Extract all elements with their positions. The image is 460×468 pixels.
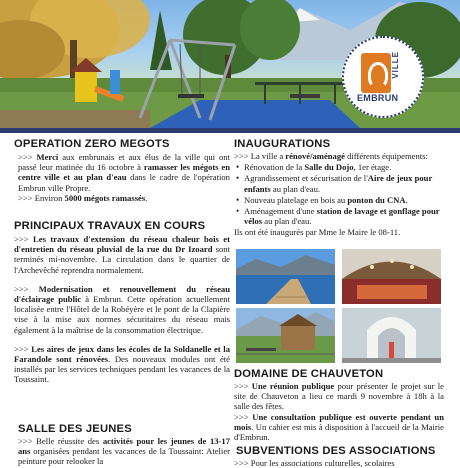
pontoon-photo xyxy=(236,249,335,304)
subventions-section xyxy=(234,458,444,468)
embrun-logo-icon xyxy=(361,53,391,93)
header-photo xyxy=(0,0,460,128)
inaugurations-list xyxy=(234,162,444,226)
megots-paragraph-1: >>> Merci aux embrunais et aux élus de la ville qui ont passé leur matinée du 16 octobre à ramasser les mégots en centre ville et au plan d'eau dans le cadre de l'opération Embrun ville Propre. xyxy=(18,152,231,193)
travaux-paragraph-2: >>> Modernisation et renouvellement du réseau d'éclairage public à Embrun. Cette opération actuellement localisée entre l'Hôtel de la Robéyère et le pont de la Clapière vise à la mise aux normes sécuritaires du réseau mais également à la maîtrise de la consommation électrique. xyxy=(14,283,230,335)
chauveton-paragraph-2: >>> Une consultation publique est ouverte pendant un mois. Un cahier est mis à disposition à l'accueil de la Mairie d'Embrun. xyxy=(234,411,444,443)
megots-heading: OPERATION ZERO MEGOTS xyxy=(14,138,170,150)
chauveton-heading: DOMAINE DE CHAUVETON xyxy=(234,368,384,380)
dojo-photo xyxy=(342,249,441,304)
list-item: • Rénovation de la Salle du Dojo, 1er étage. xyxy=(234,162,444,172)
city-logo xyxy=(342,36,424,118)
travaux-paragraph-3: >>> Les aires de jeux dans les écoles de la Soldanelle et la Farandole sont rénovées. Des nouveaux modules ont été installés par les services techniques pendant les vacances de la Toussaint. xyxy=(14,343,230,385)
salle-section xyxy=(18,436,230,467)
header-divider xyxy=(0,128,460,133)
inaugurations-intro: >>> La ville a rénové/aménagé différents équipements: xyxy=(234,151,428,161)
aire-de-jeux-photo xyxy=(236,308,335,363)
salle-heading: SALLE DES JEUNES xyxy=(18,423,132,435)
megots-paragraph-2: >>> Environ 5000 mégots ramassés. xyxy=(18,192,148,203)
inaugurations-heading: INAUGURATIONS xyxy=(234,138,331,150)
logo-embrun-text: EMBRUN xyxy=(357,93,399,103)
travaux-section xyxy=(14,234,230,385)
subventions-paragraph-1: >>> Pour les associations culturelles, scolaires xyxy=(234,458,395,468)
travaux-paragraph-1: >>> Les travaux d'extension du réseau chaleur bois et d'entretien du réseau pluvial de la rue du Dr Izoard sont terminés mi-novembre. La circulation dans le quartier de l'Archevêché reprendra normalement. xyxy=(14,234,230,275)
list-item: • Agrandissement et sécurisation de l'Aire de jeux pour enfants au plan d'eau. xyxy=(234,173,444,193)
list-item: • Nouveau platelage en bois au ponton du CNA. xyxy=(234,195,444,205)
travaux-heading: PRINCIPAUX TRAVAUX EN COURS xyxy=(14,220,206,232)
megots-section xyxy=(18,152,230,203)
inaugurations-section xyxy=(234,151,444,238)
logo-ville-text: VILLE xyxy=(391,51,400,79)
station-velos-photo xyxy=(342,308,441,363)
salle-paragraph-1: >>> Belle réussite des activités pour les jeunes de 13-17 ans organisées pendant les vacances de la Toussaint: Atelier peinture pour relooker la xyxy=(18,436,231,467)
list-item: • Aménagement d'une station de lavage et gonflage pour vélos au plan d'eau. xyxy=(234,206,444,226)
subventions-heading: SUBVENTIONS DES ASSOCIATIONS xyxy=(236,445,436,457)
chauveton-section xyxy=(234,381,444,442)
chauveton-paragraph-1: >>> Une réunion publique pour présenter le projet sur le site de Chauveton a lieu ce mardi 9 novembre à 18h à la salle des fêtes. xyxy=(234,381,444,412)
inaugurations-caption: Ils ont été inaugurés par Mme le Maire le 08-11. xyxy=(234,227,401,238)
inaugurations-photos xyxy=(234,249,444,363)
